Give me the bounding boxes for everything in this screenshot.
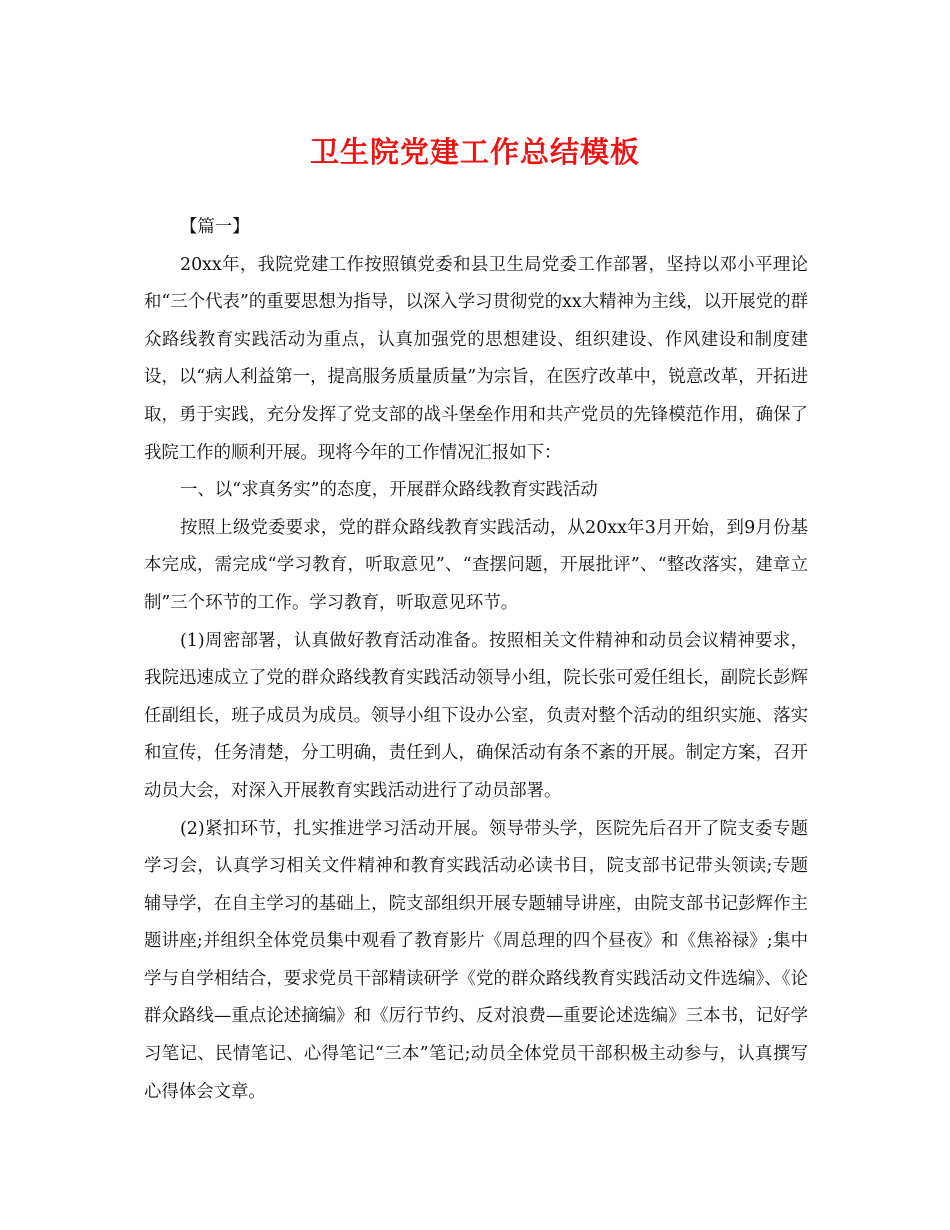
section-heading-part-one: 【篇一】 xyxy=(180,217,250,237)
document-body xyxy=(144,209,808,1111)
paragraph-activity-schedule: 按照上级党委要求，党的群众路线教育实践活动，从20xx年3月开始，到9月份基本完成，需完成“学习教育，听取意见”、“查摆问题，开展批评”、“整改落实，建章立制”三个环节的工作。学习教育，听取意见环节。 xyxy=(144,517,808,613)
paragraph-item-1: (1)周密部署，认真做好教育活动准备。按照相关文件精神和动员会议精神要求，我院迅速成立了党的群众路线教育实践活动领导小组，院长张可爱任组长，副院长彭辉任副组长，班子成员为成员。领导小组下设办公室，负责对整个活动的组织实施、落实和宣传，任务清楚，分工明确，责任到人，确保活动有条不紊的开展。制定方案，召开动员大会，对深入开展教育实践活动进行了动员部署。 xyxy=(144,630,808,801)
section-heading-one: 一、以“求真务实”的态度，开展群众路线教育实践活动 xyxy=(180,480,598,501)
intro-paragraph: 20xx年，我院党建工作按照镇党委和县卫生局党委工作部署，坚持以邓小平理论和“三个代表”的重要思想为指导，以深入学习贯彻党的xx大精神为主线，以开展党的群众路线教育实践活动为重点，认真加强党的思想建设、组织建设、作风建设和制度建设，以“病人利益第一，提高服务质量质量”为宗旨，在医疗改革中，锐意改革，开拓进取，勇于实践，充分发挥了党支部的战斗堡垒作用和共产党员的先锋模范作用，确保了我院工作的顺利开展。现将今年的工作情况汇报如下： xyxy=(144,254,808,463)
paragraph-item-2: (2)紧扣环节，扎实推进学习活动开展。领导带头学，医院先后召开了院支委专题学习会，认真学习相关文件精神和教育实践活动必读书目，院支部书记带头领读;专题辅导学，在自主学习的基础上，院支部组织开展专题辅导讲座，由院支部书记彭辉作主题讲座;并组织全体党员集中观看了教育影片《周总理的四个昼夜》和《焦裕禄》;集中学与自学相结合，要求党员干部精读研学《党的群众路线教育实践活动文件选编》、《论群众路线—重点论述摘编》和《厉行节约、反对浪费—重要论述选编》三本书，记好学习笔记、民情笔记、心得笔记“三本”笔记;动员全体党员干部积极主动参与，认真撰写心得体会文章。 xyxy=(144,818,808,1102)
document-title: 卫生院党建工作总结模板 xyxy=(309,135,640,169)
